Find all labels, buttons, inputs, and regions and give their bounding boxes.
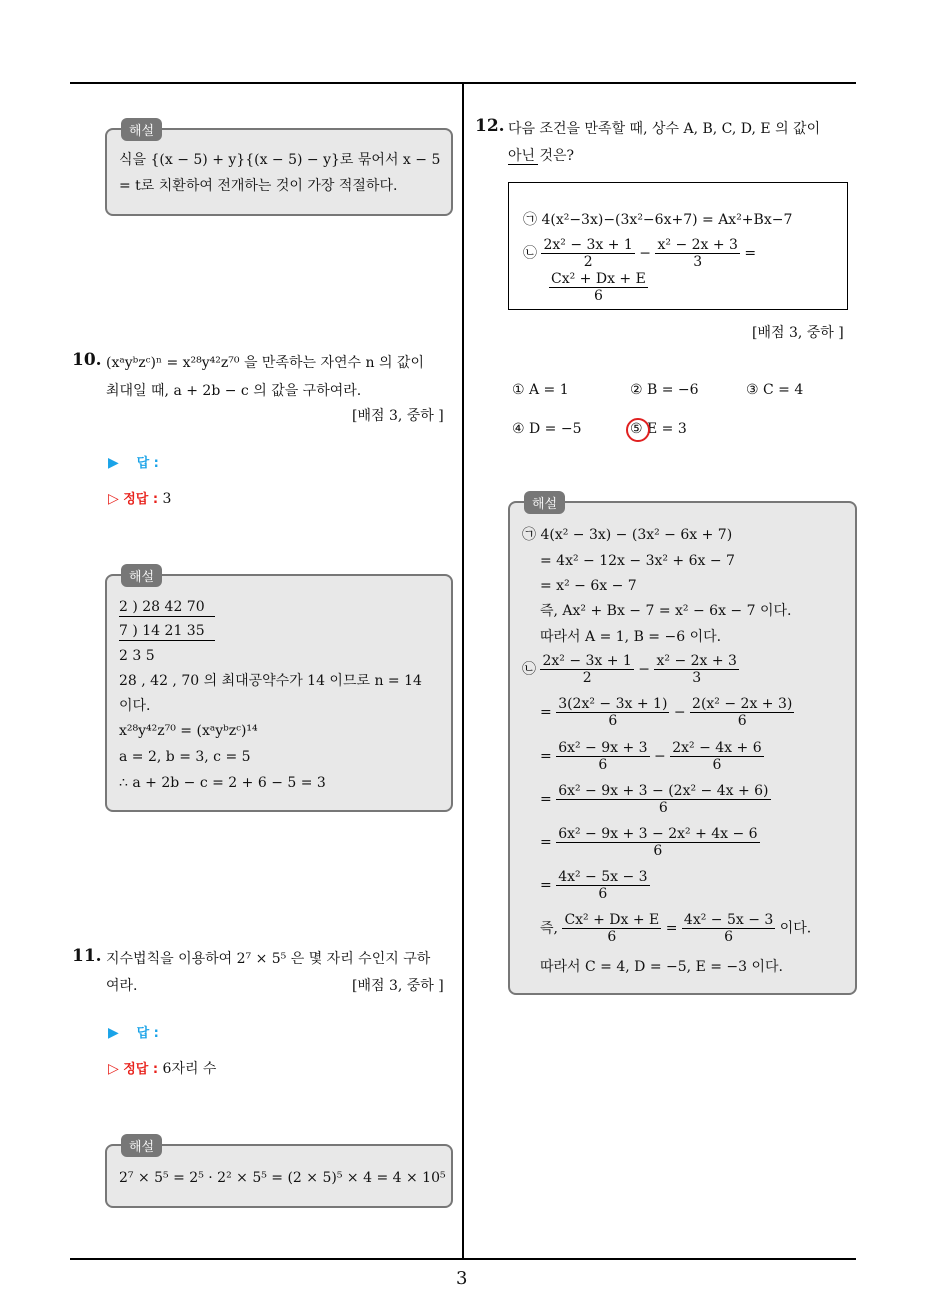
choice-3[interactable]: ③ C = 4	[746, 382, 804, 398]
fraction-denominator: 3	[693, 254, 703, 270]
fraction-numerator: 2x² − 3x + 1	[542, 653, 632, 669]
fraction-numerator: 2x² − 3x + 1	[543, 237, 633, 253]
fraction-numerator: 6x² − 9x + 3 − 2x² + 4x − 6	[558, 826, 758, 842]
fraction-denominator: 6	[737, 713, 747, 729]
circled-mark: ㉡	[523, 245, 537, 262]
fraction-denominator: 6	[593, 288, 603, 304]
solution-line: = 4x² − 12x − 3x² + 6x − 7	[540, 553, 735, 569]
correct-label: 정답 :	[123, 492, 159, 507]
q12-number: 12.	[475, 116, 505, 136]
solution-tag: 해설	[121, 118, 162, 141]
solution-line: x²⁸y⁴²z⁷⁰ = (xᵃyᵇzᶜ)¹⁴	[119, 723, 258, 739]
fraction	[556, 869, 649, 902]
fraction	[540, 653, 633, 686]
correct-label: 정답 :	[123, 1062, 159, 1077]
fraction	[654, 653, 738, 686]
solution-fraction-row: = $\frac{\text{6x² − 9x + 3 − 2x² + 4x − 6}}{6}$	[540, 826, 758, 859]
division-row: 2 ) 28 42 70	[119, 598, 215, 617]
solution-fraction-row: 즉, $\frac{\text{Cx² + Dx + E}}{6}$ = $\frac{\text{4x² − 5x − 3}}{6}$ 이다.	[540, 912, 812, 945]
fraction-denominator: 6	[653, 843, 663, 859]
fraction-numerator: x² − 2x + 3	[657, 237, 738, 253]
solution-line: = x² − 6x − 7	[540, 578, 637, 594]
fraction-denominator: 6	[658, 800, 668, 816]
play-icon: ▶	[108, 1025, 119, 1041]
play-icon: ▶	[108, 455, 119, 471]
q11-number: 11.	[72, 946, 102, 966]
fraction	[690, 696, 794, 729]
solution-fraction-row: = $\frac{\text{3(2x² − 3x + 1)}}{6}$ − $\frac{\text{2(x² − 2x + 3)}}{6}$	[540, 696, 793, 729]
q10-solution-box	[105, 570, 453, 812]
q12-solution-box	[508, 497, 857, 995]
q12-condition-box	[508, 182, 848, 310]
answer-label: 답 :	[136, 456, 159, 471]
solution-line: 이다.	[119, 698, 151, 714]
division-row: 2 3 5	[119, 648, 155, 664]
correct-value: 6자리 수	[162, 1061, 217, 1077]
q12-text-line1: 다음 조건을 만족할 때, 상수 A, B, C, D, E 의 값이	[508, 121, 821, 137]
fraction-numerator: 6x² − 9x + 3 − (2x² − 4x + 6)	[558, 783, 769, 799]
solution-line: 식을 {(x − 5) + y}{(x − 5) − y}로 묶어서 x − 5	[119, 152, 441, 168]
correct-value: 3	[162, 491, 172, 507]
solution-line: 28 , 42 , 70 의 최대공약수가 14 이므로 n = 14	[119, 673, 422, 689]
q11-text-line2: 여라.	[106, 978, 138, 994]
solution-line: 2⁷ × 5⁵ = 2⁵ · 2² × 5⁵ = (2 × 5)⁵ × 4 = 4 × 10⁵	[119, 1170, 446, 1186]
q10-text-line2: 최대일 때, a + 2b − c 의 값을 구하여라.	[106, 383, 362, 399]
choice-2[interactable]: ② B = −6	[630, 382, 699, 398]
underline-mark	[508, 164, 538, 165]
solution-tag: 해설	[121, 564, 162, 587]
fraction-numerator: 2x² − 4x + 6	[672, 740, 762, 756]
fraction-numerator: x² − 2x + 3	[656, 653, 737, 669]
q10-correct-row	[108, 488, 171, 507]
fraction-denominator: 6	[607, 929, 617, 945]
fraction-numerator: Cx² + Dx + E	[551, 271, 646, 287]
q11-answer-row	[108, 1022, 159, 1041]
solution-line: = t로 치환하여 전개하는 것이 가장 적절하다.	[119, 178, 398, 194]
solution-line: 따라서 C = 4, D = −5, E = −3 이다.	[540, 959, 784, 975]
fraction-denominator: 6	[724, 929, 734, 945]
solution-fraction-row: = $\frac{\text{6x² − 9x + 3 − (2x² − 4x + 6)}}{6}$	[540, 783, 769, 816]
q10-score: [배점 3, 중하 ]	[352, 408, 444, 424]
solution-line: 따라서 A = 1, B = −6 이다.	[540, 629, 722, 645]
operator: −	[639, 245, 652, 262]
triangle-outline-icon: ▷	[108, 491, 119, 507]
fraction-numerator: 2(x² − 2x + 3)	[692, 696, 793, 712]
fraction	[541, 237, 634, 270]
solution-fraction-row: = $\frac{\text{4x² − 5x − 3}}{6}$	[540, 869, 648, 902]
solution-line: a = 2, b = 3, c = 5	[119, 749, 251, 765]
operator: =	[744, 245, 757, 262]
fraction	[562, 912, 661, 945]
fraction-denominator: 6	[608, 713, 618, 729]
q10-text-line1: (xᵃyᵇzᶜ)ⁿ = x²⁸y⁴²z⁷⁰ 을 만족하는 자연수 n 의 값이	[106, 355, 424, 371]
fraction-denominator: 2	[582, 670, 592, 686]
fraction	[549, 271, 648, 304]
fraction-denominator: 6	[598, 886, 608, 902]
fraction-denominator: 2	[583, 254, 593, 270]
fraction	[670, 740, 763, 773]
solution-fraction-row: = $\frac{\text{6x² − 9x + 3}}{6}$ − $\frac{\text{2x² − 4x + 6}}{6}$	[540, 740, 762, 773]
solution-text: 즉,	[540, 920, 558, 937]
q10-answer-row	[108, 452, 159, 471]
choice-5[interactable]: ⑤ E = 3	[630, 421, 687, 437]
q9-solution-box	[105, 124, 453, 216]
circled-mark: ㉡	[522, 661, 536, 678]
fraction-numerator: 4x² − 5x − 3	[683, 912, 774, 928]
q12-score: [배점 3, 중하 ]	[752, 325, 844, 341]
fraction	[655, 237, 739, 270]
fraction-denominator: 6	[712, 757, 722, 773]
q11-correct-row	[108, 1058, 216, 1078]
fraction-numerator: Cx² + Dx + E	[564, 912, 660, 928]
column-divider	[462, 82, 464, 1260]
choice-1[interactable]: ① A = 1	[512, 382, 569, 398]
bottom-rule	[70, 1258, 856, 1260]
q10-number: 10.	[72, 350, 102, 370]
fraction-numerator: 4x² − 5x − 3	[558, 869, 648, 885]
solution-line: ㉠ 4(x² − 3x) − (3x² − 6x + 7)	[522, 527, 733, 543]
solution-fraction-row: ㉡ $\frac{\text{2x² − 3x + 1}}{2}$ − $\frac{\text{x² − 2x + 3}}{3}$	[522, 653, 737, 686]
fraction-denominator: 3	[692, 670, 702, 686]
division-row: 7 ) 14 21 35	[119, 622, 215, 641]
solution-tag: 해설	[524, 491, 565, 514]
q12-text-line2: 아닌 것은?	[508, 148, 575, 164]
answer-circle-mark	[626, 418, 650, 442]
q11-score: [배점 3, 중하 ]	[352, 978, 444, 994]
fraction	[682, 912, 775, 945]
answer-label: 답 :	[136, 1026, 159, 1041]
condition-2	[523, 237, 756, 270]
choice-4[interactable]: ④ D = −5	[512, 421, 582, 437]
solution-line: ∴ a + 2b − c = 2 + 6 − 5 = 3	[119, 775, 326, 791]
solution-tag: 해설	[121, 1134, 162, 1157]
fraction-numerator: 3(2x² − 3x + 1)	[558, 696, 668, 712]
fraction	[556, 696, 669, 729]
solution-line: 즉, Ax² + Bx − 7 = x² − 6x − 7 이다.	[540, 603, 792, 619]
fraction	[556, 783, 770, 816]
fraction	[556, 826, 759, 859]
solution-text: 이다.	[779, 920, 812, 937]
page-number: 3	[456, 1268, 468, 1289]
q11-text-line1: 지수법칙을 이용하여 2⁷ × 5⁵ 은 몇 자리 수인지 구하	[106, 951, 431, 967]
condition-2-rhs	[549, 271, 648, 304]
condition-1: ㉠ 4(x²−3x)−(3x²−6x+7) = Ax²+Bx−7	[523, 212, 793, 228]
triangle-outline-icon: ▷	[108, 1061, 119, 1077]
fraction-numerator: 6x² − 9x + 3	[558, 740, 648, 756]
fraction-denominator: 6	[598, 757, 608, 773]
q11-solution-box	[105, 1140, 453, 1208]
fraction	[556, 740, 649, 773]
